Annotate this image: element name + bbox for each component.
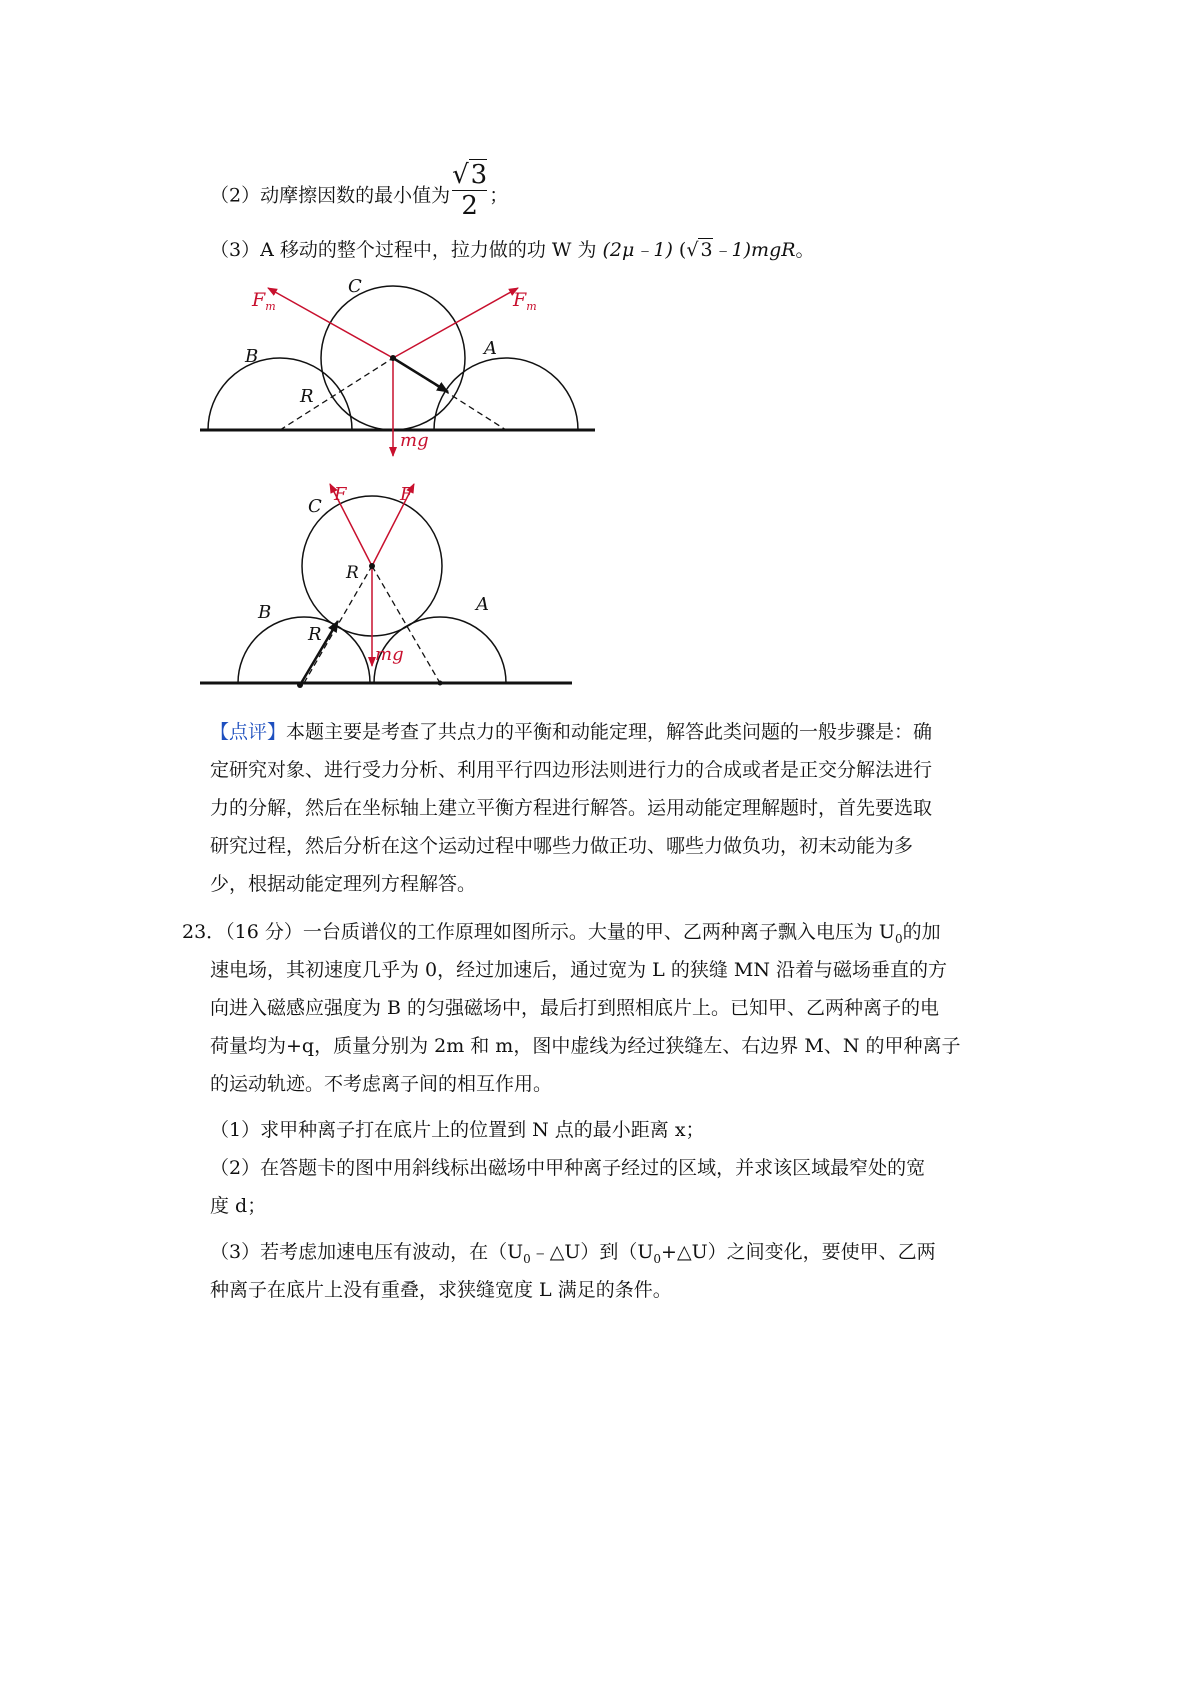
dashed-radius-left [280,358,393,430]
q23-sub-question-1: （1）求甲种离子打在底片上的位置到 N 点的最小距离 x； [210,1119,705,1141]
force-diagram-2 [200,478,600,708]
label-b-2: B [258,602,272,623]
label-mg: mg [400,430,429,451]
comment-line-5: 少，根据动能定理列方程解答。 [210,873,477,895]
q23-sub-0: 0 [894,931,903,946]
q23-line1-end: 的加 [902,921,941,943]
comment-line-2: 定研究对象、进行受力分析、利用平行四边形法则进行力的合成或者是正交分解法进行 [210,759,933,781]
q23-line-5: 的运动轨迹。不考虑离子间的相互作用。 [210,1073,553,1095]
label-f-left: F [334,484,347,505]
answer-part3-sqrt: √ 3 [686,239,713,261]
base-dot-a [438,681,443,686]
label-c: C [348,276,362,297]
comment-line-4: 研究过程，然后分析在这个运动过程中哪些力做正功、哪些力做负功，初末动能为多 [210,835,914,857]
q23-line-2: 速电场，其初速度几乎为 0，经过加速后，通过宽为 L 的狭缝 MN 沿着与磁场垂直的方 [210,959,947,981]
q23-sub-question-2b: 度 d； [210,1195,267,1217]
q23-sub-question-2a: （2）在答题卡的图中用斜线标出磁场中甲种离子经过的区域，并求该区域最窄处的宽 [210,1157,926,1179]
fraction-sqrt3-over-2 [450,160,489,221]
answer-part3-end: 。 [795,239,815,261]
q23-text-1: 23．（16 分）一台质谱仪的工作原理如图所示。大量的甲、乙两种离子飘入电压为 U [182,921,895,943]
label-a: A [484,338,497,359]
answer-part3-text: （3）A 移动的整个过程中，拉力做的功 W 为 [210,239,597,261]
q23-sub3-part1: （3）若考虑加速电压有波动，在（U [210,1241,524,1263]
q23-sub3-sub2: 0 [653,1251,662,1266]
label-r-bottom: R [308,624,322,645]
q23-line-1 [182,920,941,951]
center-dot-2 [369,563,375,569]
comment-tag: 【点评】 [210,721,287,743]
label-b: B [245,346,259,367]
base-dot-b [297,682,303,688]
answer-part3-sqrt-radicand: 3 [700,239,713,261]
sqrt-radicand: 3 [470,160,488,190]
force-diagram-1 [200,270,620,470]
dashed-radius-right-2 [372,566,440,683]
label-r-top: R [346,563,359,583]
label-f-right: F [400,484,413,505]
answer-part2 [210,160,509,227]
label-r: R [300,386,314,407]
fraction-numerator [450,160,489,190]
q23-sub3-part3: +△U）之间变化，要使甲、乙两 [661,1241,936,1263]
q23-sub3-part2: ﹣△U）到（U [530,1241,654,1263]
sqrt-symbol: √3 [452,160,488,190]
answer-part3-expr-b: ﹣1)mgR [712,239,796,261]
q23-sub3-sub1: 0 [523,1251,531,1266]
semicircle-b-2 [238,617,370,683]
answer-part3-open: ( [678,239,687,261]
center-dot [390,355,396,361]
normal-force-arrow [393,358,448,392]
answer-part3 [210,238,815,262]
answer-part2-text: （2）动摩擦因数的最小值为 [210,184,451,207]
fm-left-arrow [268,288,393,358]
q23-sub-question-3a [210,1240,936,1271]
q23-line-4: 荷量均为+q，质量分别为 2m 和 m，图中虚线为经过狭缝左、右边界 M、N 的甲种离子 [210,1035,961,1057]
fraction-denominator: 2 [461,191,478,221]
answer-part2-end: ； [489,184,509,207]
comment-line-1 [210,720,932,744]
q23-line-3: 向进入磁感应强度为 B 的匀强磁场中，最后打到照相底片上。已知甲、乙两种离子的电 [210,997,940,1019]
label-c-2: C [308,496,322,517]
label-fm-left: $F_m$ [252,289,276,313]
comment-text-1: 本题主要是考查了共点力的平衡和动能定理，解答此类问题的一般步骤是：确 [286,721,933,743]
answer-part3-expr-a: (2μ﹣1) [602,239,673,261]
label-a-2: A [476,594,489,615]
comment-line-3: 力的分解，然后在坐标轴上建立平衡方程进行解答。运用动能定理解题时，首先要选取 [210,797,933,819]
label-fm-right: $F_m$ [513,289,537,313]
q23-sub-question-3b: 种离子在底片上没有重叠，求狭缝宽度 L 满足的条件。 [210,1279,672,1301]
label-mg-2: mg [375,644,404,665]
fm-right-arrow [393,288,518,358]
